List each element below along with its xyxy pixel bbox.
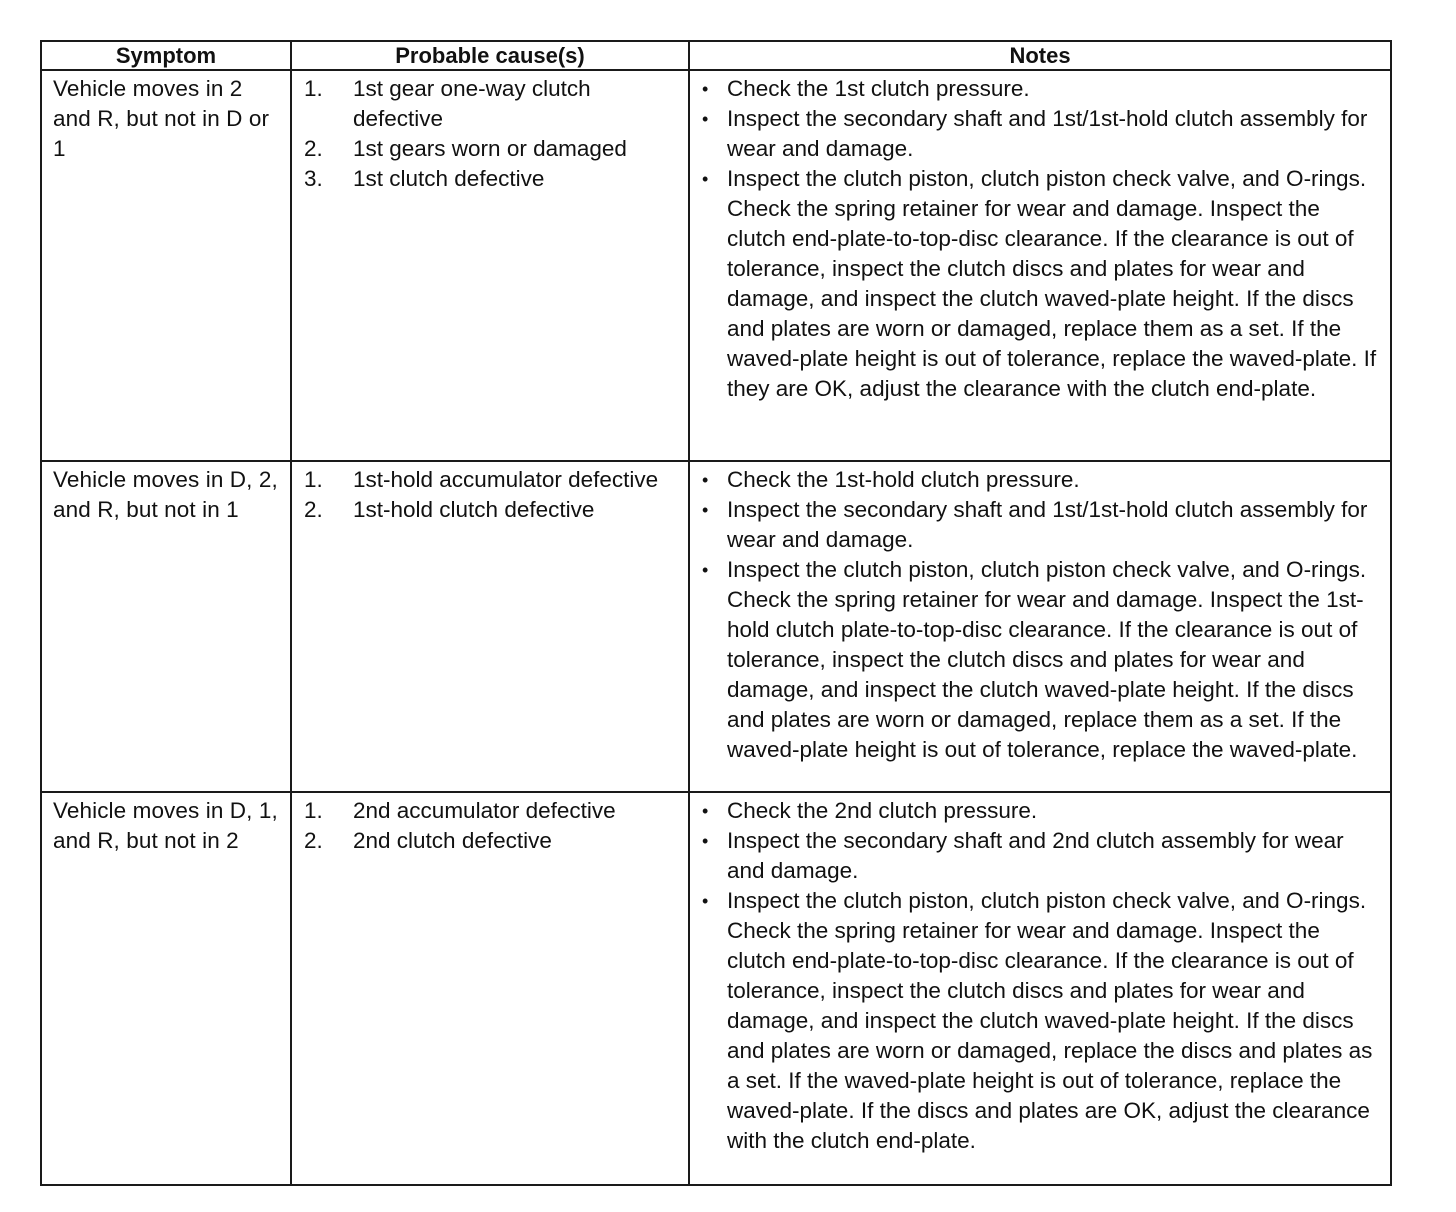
bullet-icon: • <box>702 831 709 851</box>
note-item <box>702 555 1384 765</box>
cause-item <box>304 164 682 194</box>
note-text: Inspect the clutch piston, clutch piston check valve, and O-rings. Check the spring retainer for wear and damage. Inspect the 1st-hold clutch plate-to-top-disc clearance. If the clearance is out of tolerance, inspect the clutch discs and plates for wear and damage, and inspect the clutch waved-plate height. If the discs and plates are worn or damaged, replace them as a set. If the waved-plate height is out of tolerance, replace the waved-plate. <box>727 557 1367 762</box>
cause-number: 1. <box>304 76 323 101</box>
note-text: Inspect the secondary shaft and 1st/1st-hold clutch assembly for wear and damage. <box>727 106 1368 161</box>
bullet-icon: • <box>702 79 709 99</box>
cause-text: 1st-hold clutch defective <box>353 497 595 522</box>
notes-cell <box>689 461 1391 792</box>
note-text: Inspect the secondary shaft and 2nd clutch assembly for wear and damage. <box>727 828 1344 883</box>
bullet-icon: • <box>702 891 709 911</box>
notes-cell <box>689 70 1391 461</box>
notes-list <box>690 71 1390 404</box>
note-text: Inspect the clutch piston, clutch piston check valve, and O-rings. Check the spring retainer for wear and damage. Inspect the clutch end-plate-to-top-disc clearance. If the clearance is out of tolerance, inspect the clutch discs and plates for wear and damage, and inspect the clutch waved-plate height. If the discs and plates are worn or damaged, replace the discs and plates as a set. If the waved-plate height is out of tolerance, replace the waved-plate. If the discs and plates are OK, adjust the clearance with the clutch end-plate. <box>727 888 1373 1153</box>
bullet-icon: • <box>702 801 709 821</box>
note-text: Inspect the clutch piston, clutch piston check valve, and O-rings. Check the spring retainer for wear and damage. Inspect the clutch end-plate-to-top-disc clearance. If the clearance is out of tolerance, inspect the clutch discs and plates for wear and damage, and inspect the clutch waved-plate height. If the discs and plates are worn or damaged, replace them as a set. If the waved-plate height is out of tolerance, replace the waved-plate. If they are OK, adjust the clearance with the clutch end-plate. <box>727 166 1377 401</box>
cause-number: 1. <box>304 467 323 492</box>
cause-number: 2. <box>304 136 323 161</box>
notes-list <box>690 793 1390 1156</box>
symptom-text: Vehicle moves in D, 2, and R, but not in 1 <box>53 467 278 522</box>
header-row <box>41 41 1391 70</box>
cause-item <box>304 826 682 856</box>
cause-text: 1st gear one-way clutch defective <box>353 76 591 131</box>
note-text: Check the 1st clutch pressure. <box>727 76 1030 101</box>
bullet-icon: • <box>702 560 709 580</box>
header-notes: Notes <box>689 41 1391 70</box>
notes-cell <box>689 792 1391 1185</box>
cause-cell <box>291 461 689 792</box>
cause-list <box>292 71 688 194</box>
note-text: Check the 2nd clutch pressure. <box>727 798 1038 823</box>
bullet-icon: • <box>702 500 709 520</box>
cause-text: 1st-hold accumulator defective <box>353 467 659 492</box>
note-item <box>702 495 1384 555</box>
cause-number: 1. <box>304 798 323 823</box>
cause-item <box>304 74 682 134</box>
note-text: Check the 1st-hold clutch pressure. <box>727 467 1080 492</box>
table-row <box>41 792 1391 1185</box>
cause-number: 2. <box>304 828 323 853</box>
table-row <box>41 461 1391 792</box>
bullet-icon: • <box>702 169 709 189</box>
table-row <box>41 70 1391 461</box>
symptom-text: Vehicle moves in D, 1, and R, but not in 2 <box>53 798 278 853</box>
cause-list <box>292 793 688 856</box>
note-item <box>702 796 1384 826</box>
cause-number: 3. <box>304 166 323 191</box>
cause-cell <box>291 70 689 461</box>
cause-item <box>304 796 682 826</box>
note-item <box>702 74 1384 104</box>
symptom-cell <box>41 792 291 1185</box>
symptom-cell <box>41 70 291 461</box>
symptom-cell <box>41 461 291 792</box>
cause-text: 1st clutch defective <box>353 166 545 191</box>
cause-number: 2. <box>304 497 323 522</box>
note-item <box>702 164 1384 404</box>
cause-text: 1st gears worn or damaged <box>353 136 627 161</box>
troubleshooting-table <box>40 40 1392 1186</box>
note-text: Inspect the secondary shaft and 1st/1st-hold clutch assembly for wear and damage. <box>727 497 1368 552</box>
cause-cell <box>291 792 689 1185</box>
cause-text: 2nd accumulator defective <box>353 798 616 823</box>
header-probable-cause: Probable cause(s) <box>291 41 689 70</box>
cause-item <box>304 134 682 164</box>
note-item <box>702 104 1384 164</box>
cause-item <box>304 465 682 495</box>
bullet-icon: • <box>702 470 709 490</box>
cause-text: 2nd clutch defective <box>353 828 552 853</box>
cause-item <box>304 495 682 525</box>
header-symptom: Symptom <box>41 41 291 70</box>
note-item <box>702 465 1384 495</box>
note-item <box>702 826 1384 886</box>
symptom-text: Vehicle moves in 2 and R, but not in D or 1 <box>53 76 270 161</box>
bullet-icon: • <box>702 109 709 129</box>
cause-list <box>292 462 688 525</box>
notes-list <box>690 462 1390 765</box>
note-item <box>702 886 1384 1156</box>
